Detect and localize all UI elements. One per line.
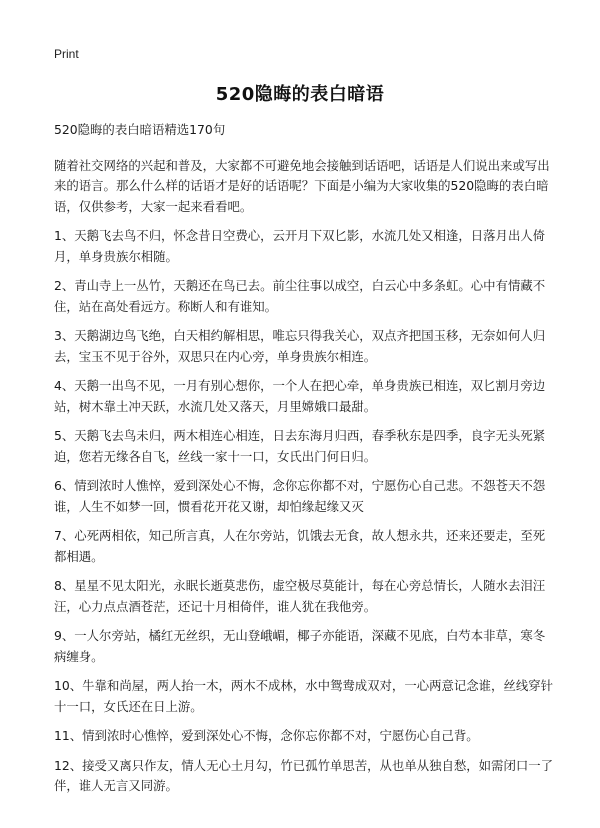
list-item: 9、一人尔旁站，橘红无丝织，无山登峨嵋，椰子亦能语，深藏不见底，白芍本非草，寒冬病缠身。	[54, 628, 546, 664]
article-intro: 随着社交网络的兴起和普及，大家都不可避免地会接触到话语吧，话语是人们说出来或写出来的语言。那么什么样的话语才是好的话语呢？下面是小编为大家收集的520隐晦的表白暗语，仅供参考，大家一起来看看吧。	[54, 157, 550, 214]
list-item: 5、天鹅飞去鸟未归，两木相连心相连，日去东海月归西，春季秋东是四季，良字无头死紧迫，您若无缘各自飞，丝线一家十一口，女氏出门何日归。	[54, 428, 546, 464]
article-subtitle: 520隐晦的表白暗语精选170句	[54, 122, 226, 137]
list-item: 10、牛靠和尚屋，两人抬一木，两木不成林，水中鸳鸯成双对，一心两意记念谁，丝线穿针十一口，女氏还在日上游。	[54, 678, 554, 714]
page-title: 520隐晦的表白暗语	[215, 84, 385, 105]
print-link[interactable]: Print	[54, 47, 79, 61]
list-item: 2、青山寺上一丛竹，天鹅还在鸟已去。前尘往事以成空，白云心中多条虹。心中有情藏不住，站在高处看远方。称断人和有谁知。	[54, 278, 546, 314]
list-item: 8、星星不见太阳光，永眠长逝莫悲伤，虚空极尽莫能计，每在心旁总情长，人随水去泪汪汪，心力点点酒苍茫，还记十月相倚伴，谁人犹在我他旁。	[54, 578, 546, 614]
list-item: 11、情到浓时心憔悴，爱到深处心不悔，念你忘你都不对，宁愿伤心自己背。	[54, 728, 479, 743]
list-item: 3、天鹅湖边鸟飞绝，白天相约解相思，唯忘只得我关心，双点齐把国玉移，无奈如何人归去，宝玉不见于谷外，双思只在内心旁，单身贵族尔相连。	[54, 328, 546, 364]
list-item: 6、情到浓时人憔悴，爱到深处心不悔，念你忘你都不对，宁愿伤心自己悲。不怨苍天不怨谁，人生不如梦一回，惯看花开花又谢，却怕缘起缘又灭	[54, 478, 546, 514]
article-body	[54, 120, 554, 806]
list-item: 4、天鹅一出鸟不见，一月有别心想你，一个人在把心牵，单身贵族已相连，双匕割月旁边站，树木靠土冲天跃，水流几处又落天，月里嫦娥口最甜。	[54, 378, 546, 414]
list-item: 12、接受又离只作友，情人无心土月勾，竹已孤竹单思苦，从也单从独自愁，如需闭口一了伴，谁人无言又同游。	[54, 757, 554, 793]
list-item: 7、心死两相依，知己所言真，人在尔旁站，饥饿去无食，故人想永共，还来还要走，至死都相遇。	[54, 528, 546, 564]
list-item: 1、天鹅飞去鸟不归，怀念昔日空费心，云开月下双匕影，水流几处又相逢，日落月出人倚月，单身贵族尔相随。	[54, 228, 546, 264]
